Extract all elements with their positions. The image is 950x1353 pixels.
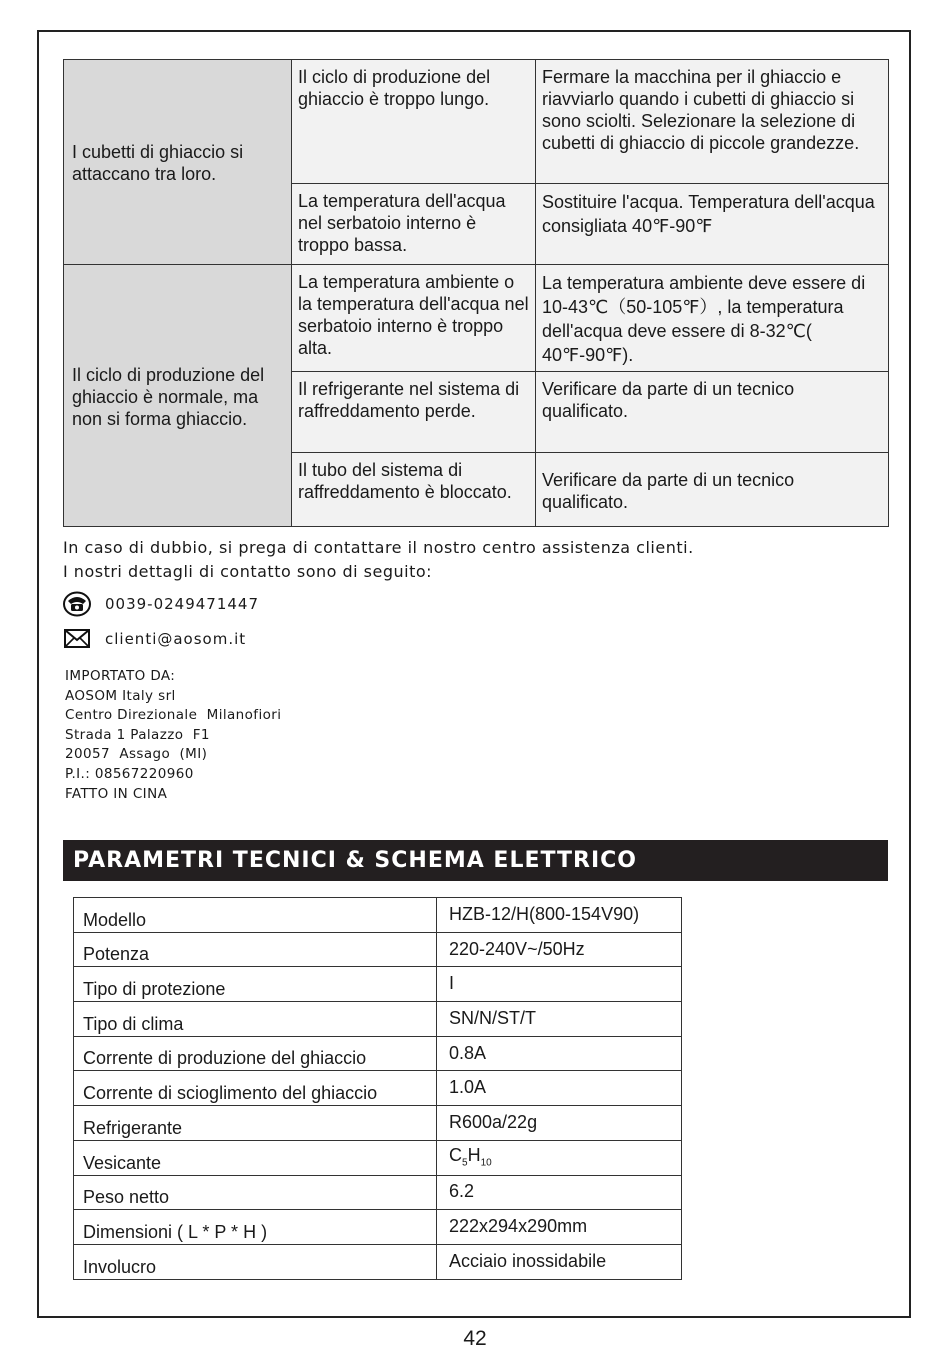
spec-value: I <box>437 967 682 1002</box>
spec-label: Potenza <box>74 932 437 967</box>
cause-cell: Il tubo del sistema di raffreddamento è bloccato. <box>292 453 536 527</box>
table-row <box>74 1140 682 1175</box>
spec-label: Refrigerante <box>74 1106 437 1141</box>
importer-line: P.I.: 08567220960 <box>65 765 194 782</box>
solution-cell: Fermare la macchina per il ghiaccio e riavviarlo quando i cubetti di ghiaccio si sono sciolti. Selezionare la selezione di cubetti di ghiaccio di piccole grandezze. <box>536 60 889 184</box>
formula-h: H <box>467 1145 481 1166</box>
envelope-icon <box>63 626 91 654</box>
spec-value: 0.8A <box>437 1036 682 1071</box>
cause-cell: La temperatura ambiente o la temperatura dell'acqua nel serbatoio interno è troppo alta. <box>292 265 536 372</box>
spec-value: SN/N/ST/T <box>437 1002 682 1037</box>
importer-line: IMPORTATO DA: <box>65 668 176 684</box>
importer-line: Centro Direzionale Milanofiori <box>65 707 282 724</box>
page-number: 42 <box>463 1327 487 1350</box>
spec-label: Dimensioni ( L * P * H ) <box>74 1210 437 1245</box>
table-row <box>74 1210 682 1245</box>
formula-sub-10: 10 <box>480 1157 492 1169</box>
table-row <box>74 1106 682 1141</box>
spec-value: R600a/22g <box>437 1106 682 1141</box>
spec-value: HZB-12/H(800-154V90) <box>437 898 682 933</box>
table-row <box>64 265 889 372</box>
solution-cell: Verificare da parte di un tecnico qualificato. <box>536 372 889 453</box>
table-row <box>74 1036 682 1071</box>
spec-label: Corrente di scioglimento del ghiaccio <box>74 1071 437 1106</box>
contact-intro-line: I nostri dettagli di contatto sono di seguito: <box>63 562 433 581</box>
cause-cell: La temperatura dell'acqua nel serbatoio interno è troppo bassa. <box>292 184 536 265</box>
section-title: PARAMETRI TECNICI & SCHEMA ELETTRICO <box>63 840 888 881</box>
spec-label: Modello <box>74 898 437 933</box>
phone-number: 0039-0249471447 <box>105 595 260 613</box>
cause-cell: Il ciclo di produzione del ghiaccio è troppo lungo. <box>292 60 536 184</box>
spec-value: Acciaio inossidabile <box>437 1244 682 1279</box>
spec-value: 6.2 <box>437 1175 682 1210</box>
spec-label: Vesicante <box>74 1140 437 1175</box>
spec-label: Tipo di clima <box>74 1002 437 1037</box>
importer-line: Strada 1 Palazzo F1 <box>65 726 210 743</box>
spec-label: Peso netto <box>74 1175 437 1210</box>
table-row <box>74 898 682 933</box>
importer-line: 20057 Assago (MI) <box>65 746 208 763</box>
table-row <box>74 1002 682 1037</box>
table-row <box>74 1244 682 1279</box>
contact-intro-line: In caso di dubbio, si prega di contattare il nostro centro assistenza clienti. <box>63 538 694 557</box>
table-row <box>74 932 682 967</box>
table-row <box>74 967 682 1002</box>
phone-icon <box>63 591 91 621</box>
spec-value <box>437 1140 682 1175</box>
contact-intro <box>63 536 694 584</box>
solution-cell: Sostituire l'acqua. Temperatura dell'acqua consigliata 40℉-90℉ <box>536 184 889 265</box>
email-address: clienti@aosom.it <box>105 630 247 648</box>
spec-value: 222x294x290mm <box>437 1210 682 1245</box>
table-row <box>74 1175 682 1210</box>
problem-cell: Il ciclo di produzione del ghiaccio è normale, ma non si forma ghiaccio. <box>64 265 292 527</box>
spec-value: 220-240V~/50Hz <box>437 932 682 967</box>
specs-table <box>73 897 682 1280</box>
solution-cell: La temperatura ambiente deve essere di 10-43℃（50-105℉）, la temperatura dell'acqua deve essere di 8-32℃( 40℉-90℉). <box>536 265 889 372</box>
spec-label: Corrente di produzione del ghiaccio <box>74 1036 437 1071</box>
table-row <box>64 60 889 184</box>
troubleshooting-table <box>63 59 889 527</box>
importer-line: FATTO IN CINA <box>65 785 168 802</box>
formula-sub-5: 5 <box>462 1157 468 1169</box>
problem-cell: I cubetti di ghiaccio si attaccano tra loro. <box>64 60 292 265</box>
formula-c: C <box>449 1145 462 1166</box>
cause-cell: Il refrigerante nel sistema di raffreddamento perde. <box>292 372 536 453</box>
spec-label: Involucro <box>74 1244 437 1279</box>
importer-line: AOSOM Italy srl <box>65 687 176 704</box>
spec-label: Tipo di protezione <box>74 967 437 1002</box>
solution-cell: Verificare da parte di un tecnico qualificato. <box>536 453 889 527</box>
table-row <box>74 1071 682 1106</box>
importer-block <box>65 667 281 804</box>
spec-value: 1.0A <box>437 1071 682 1106</box>
